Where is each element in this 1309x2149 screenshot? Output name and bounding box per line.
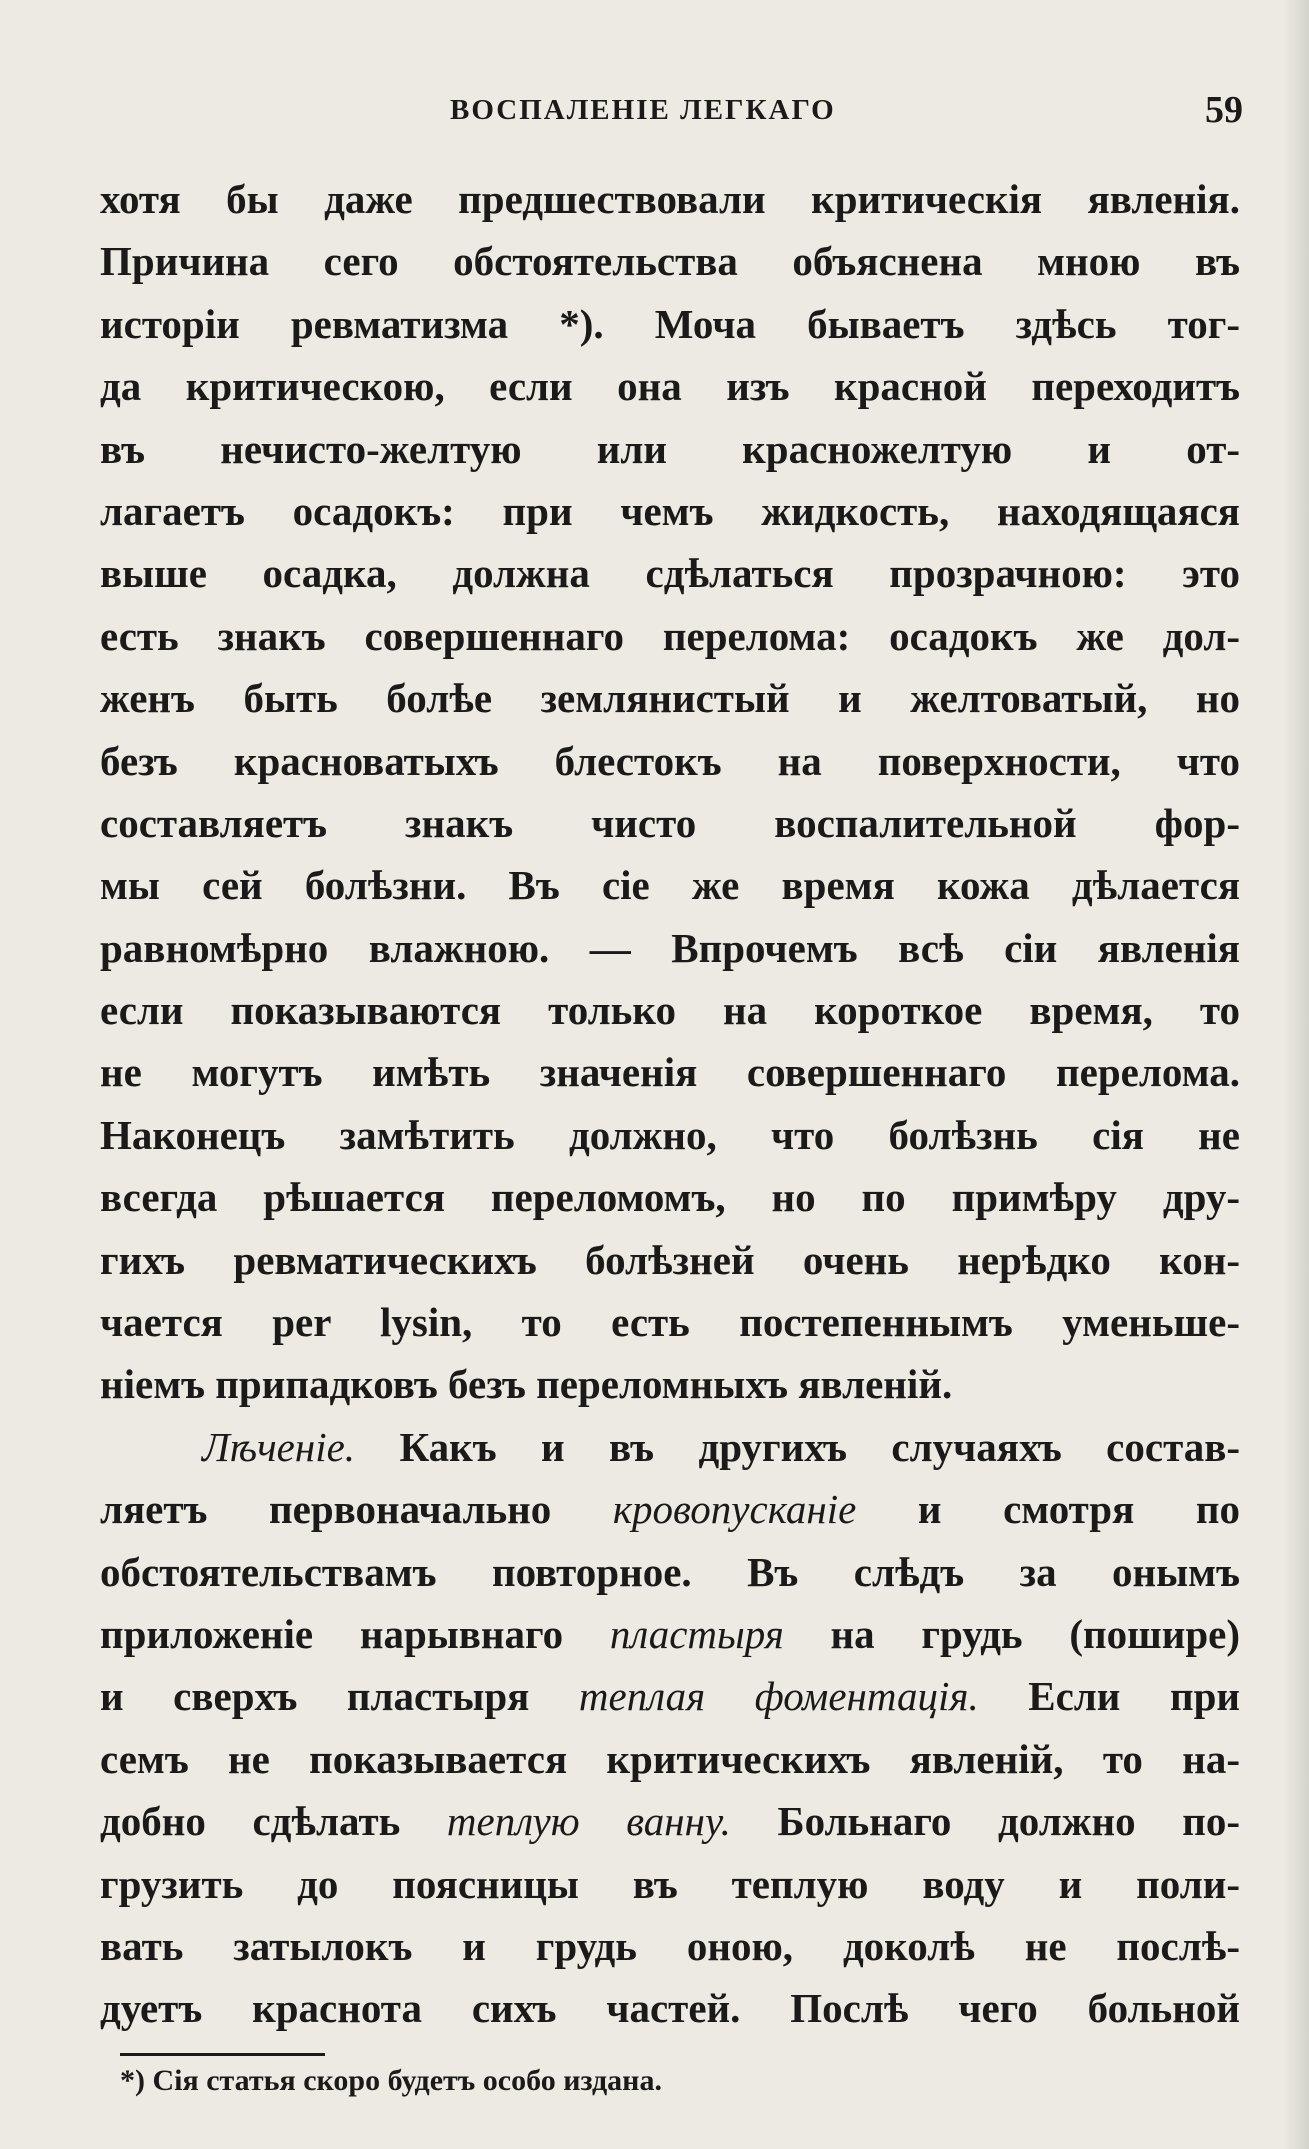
section-lead: Лѣченіе. [202,1423,356,1470]
page-edge-shadow [1283,0,1309,2149]
text-line: приложеніе нарывнаго пластыря на грудь (пошире) [100,1610,1240,1657]
text-line: вать затылокъ и грудь оною, доколѣ не послѣ- [100,1922,1240,1969]
text-line: гихъ ревматическихъ болѣзней очень нерѣдко кон- [100,1236,1240,1283]
running-head: ВОСПАЛЕНІЕ ЛЕГКАГО [450,94,836,126]
text-line: грузить до поясницы въ теплую воду и поли- [100,1860,1240,1907]
paragraph-1 [100,168,1240,1416]
paragraph-2 [100,1416,1240,2040]
text-line: есть знакъ совершеннаго перелома: осадокъ же дол- [100,612,1240,659]
text-line: семъ не показывается критическихъ явленій, то на- [100,1735,1240,1782]
text-line: Причина сего обстоятельства объяснена мною въ [100,238,1240,285]
text-line: Лѣченіе. Какъ и въ другихъ случаяхъ состав- [202,1423,1240,1470]
text-line: дуетъ краснота сихъ частей. Послѣ чего больной [100,1985,1240,2032]
text-line: не могутъ имѣть значенія совершеннаго перелома. [100,1049,1240,1096]
page-number: 59 [1205,89,1243,131]
text-line: ляетъ первоначально кровопусканіе и смотря по [100,1486,1240,1533]
text-line: чается per lysin, то есть постепеннымъ уменьше- [100,1299,1240,1346]
footnote-rule [120,2053,325,2056]
text-line: и сверхъ пластыря теплая фоментація. Если при [100,1673,1240,1720]
text-line: всегда рѣшается переломомъ, но по примѣру дру- [100,1174,1240,1221]
text-line: составляетъ знакъ чисто воспалительной фор- [100,799,1240,846]
footnote: *) Сія статья скоро будетъ особо издана. [120,2064,662,2097]
text-line: хотя бы даже предшествовали критическія явленія. [100,176,1240,222]
text-line: ніемъ припадковъ безъ переломныхъ явленій. [100,1361,953,1408]
body-text [100,168,1240,2040]
text-line: въ нечисто-желтую или красножелтую и от- [100,425,1240,472]
text-line: если показываются только на короткое время, то [100,987,1240,1034]
text-line: равномѣрно влажною. — Впрочемъ всѣ сіи явленія [100,924,1240,971]
text-line: обстоятельствамъ повторное. Въ слѣдъ за онымъ [100,1548,1240,1595]
text-line: исторіи ревматизма *). Моча бываетъ здѣсь тог- [100,300,1240,347]
text-line: безъ красноватыхъ блестокъ на поверхности, что [100,737,1240,784]
text-line: женъ быть болѣе землянистый и желтоватый, но [100,675,1240,722]
page-header [0,88,1309,138]
text-line: выше осадка, должна сдѣлаться прозрачною: это [100,550,1240,597]
text-line: мы сей болѣзни. Въ сіе же время кожа дѣлается [100,862,1240,909]
text-line: лагаетъ осадокъ: при чемъ жидкость, находящаяся [100,487,1240,534]
text-line: Наконецъ замѣтить должно, что болѣзнь сія не [100,1111,1240,1158]
text-line: да критическою, если она изъ красной переходитъ [100,363,1240,410]
text-line: добно сдѣлать теплую ванну. Больнаго должно по- [100,1798,1240,1845]
